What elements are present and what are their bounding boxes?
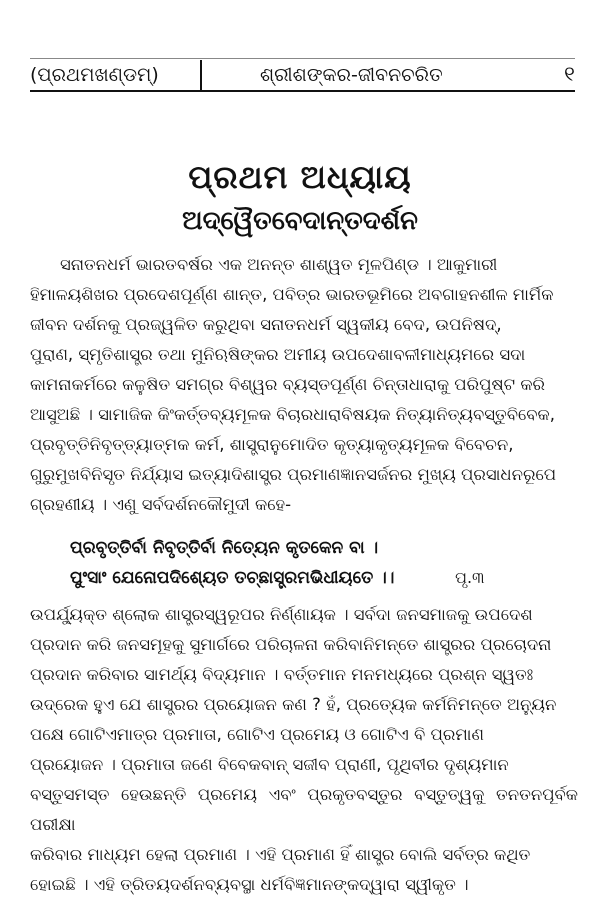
text-line: ବସ୍ତୁସମସ୍ତ ହେଉଛନ୍ତି ପ୍ରମେୟ ଏବଂ ପ୍ରକୃତବସ୍ତୁର ବସ୍ତୁତ୍ୱକୁ ତନତନପୂର୍ବକ ପରୀକ୍ଷା <box>30 785 578 834</box>
verse-line-1: ପ୍ରବୃତ୍ତିର୍ବା ନିବୃତ୍ତିର୍ବା ନିତ୍ୟେନ କୃତକେନ ବା । <box>70 538 379 558</box>
header-separator <box>200 60 202 90</box>
header-section-label: (ପ୍ରଥମଖଣ୍ଡମ୍) <box>30 64 159 86</box>
running-header <box>30 58 575 92</box>
verse-reference: ପୃ.୩ <box>455 568 485 587</box>
text-line: ପ୍ରଦାନ କରି ଜନସମୂହକୁ ସୁମାର୍ଗରେ ପରିଚାଳନା କରିବାନିମନ୍ତେ ଶାସ୍ତ୍ରର ପ୍ରଚୋଦନା <box>30 635 552 654</box>
text-line: ଉଦ୍ରେକ ହୁଏ ଯେ ଶାସ୍ତ୍ରର ପ୍ରୟୋଜନ କଣ ? ହଁ, ପ୍ରତ୍ୟେକ କର୍ମନିମନ୍ତେ ଅନ୍ୟୁନ <box>30 695 557 714</box>
text-line: ଗୁରୁମୁଖବିନିସୃତ ନିର୍ଯ୍ୟାସ ଇତ୍ୟାଦିଶାସ୍ତ୍ର ପ୍ରମାଣଜ୍ଞାନସର୍ଜନର ମୁଖ୍ୟ ପ୍ରସାଧନରୂପେ <box>30 465 557 484</box>
text-line: ହିମାଳୟଶିଖର ପ୍ରଦେଶପୂର୍ଣ୍ଣ ଶାନ୍ତ, ପବିତ୍ର ଭାରତଭୂମିରେ ଅବଗାହନଶୀଳ ମାର୍ମିକ <box>30 285 554 304</box>
paragraph-2-lines <box>30 600 578 900</box>
text-line: ପ୍ରଦାନ କରିବାର ସାମର୍ଥ୍ୟ ବିଦ୍ୟମାନ । ବର୍ତ୍ତମାନ ମନମଧ୍ୟରେ ପ୍ରଶ୍ନ ସ୍ୱତଃ <box>30 665 534 684</box>
chapter-subtitle: ଅଦ୍ୱୈତବେଦାନ୍ତଦର୍ଶନ <box>182 206 418 236</box>
text-line: ହୋଇଛି । ଏହି ତ୍ରିତୟଦର୍ଶନବ୍ୟବସ୍ଥା ଧର୍ମବିଜ୍ଞମାନଙ୍କଦ୍ୱାରା ସ୍ୱୀକୃତ । <box>30 875 469 894</box>
header-rule <box>30 90 575 92</box>
chapter-title: ପ୍ରଥମ ଅଧ୍ୟାୟ <box>188 158 412 196</box>
text-line: ଜୀବନ ଦର୍ଶନକୁ ପ୍ରଜ୍ୱଳିତ କରୁଥିବା ସନାତନଧର୍ମ ସ୍ୱକୀୟ ବେଦ, ଉପନିଷଦ୍, <box>30 315 502 334</box>
paragraph-1 <box>30 250 578 520</box>
text-line: କାମନାକର୍ମରେ କଳୁଷିତ ସମଗ୍ର ବିଶ୍ୱର ବ୍ୟସ୍ତପୂର୍ଣ୍ଣ ଚିନ୍ତାଧାରାକୁ ପରିପୁଷ୍ଟ କରି <box>30 375 546 394</box>
header-top-rule <box>30 58 575 59</box>
text-line: ଆସୁଅଛି । ସାମାଜିକ କିଂକର୍ତ୍ତବ୍ୟମୂଳକ ବିଚାରଧାରାବିଷୟକ ନିତ୍ୟାନିତ୍ୟବସ୍ତୁବିବେକ, <box>30 405 555 424</box>
text-line: ପୁରାଣ, ସ୍ମୃତିଶାସ୍ତ୍ର ତଥା ମୁନିଋଷିଙ୍କର ଅମୀୟ ଉପଦେଶାବଳୀମାଧ୍ୟମରେ ସଦା <box>30 345 526 364</box>
text-line: ପକ୍ଷେ ଗୋଟିଏମାତ୍ର ପ୍ରମାତା, ଗୋଟିଏ ପ୍ରମେୟ ଓ ଗୋଟିଏ ବି ପ୍ରମାଣ <box>30 725 484 744</box>
page-number: ୧ <box>564 62 575 86</box>
text-line: ସନାତନଧର୍ମ ଭାରତବର୍ଷର ଏକ ଅନନ୍ତ ଶାଶ୍ୱତ ମୂଳପିଣ୍ଡ । ଆକୁମାରୀ <box>60 255 498 274</box>
text-line: ପ୍ରୟୋଜନ । ପ୍ରମାତା ଜଣେ ବିବେକବାନ୍ ସଜୀବ ପ୍ରାଣୀ, ପୃଥିବୀର ଦୃଶ୍ୟମାନ <box>30 755 509 774</box>
text-line: ଗ୍ରହଣୀୟ । ଏଣୁ ସର୍ବଦର୍ଶନକୌମୁଦୀ କହେ- <box>30 495 292 514</box>
text-line: ପ୍ରବୃତ୍ତିନିବୃତ୍ତ୍ୟାତ୍ମକ କର୍ମ, ଶାସ୍ତ୍ରାନୁମୋଦିତ କୃତ୍ୟାକୃତ୍ୟମୂଳକ ବିବେଚନ, <box>30 435 514 454</box>
paragraph-2 <box>30 600 578 900</box>
header-book-title: ଶ୍ରୀଶଙ୍କର-ଜୀବନଚରିତ <box>260 64 443 86</box>
text-line: ଉପର୍ଯ୍ୟୁକ୍ତ ଶ୍ଲୋକ ଶାସ୍ତ୍ରସ୍ୱରୂପର ନିର୍ଣ୍ଣାୟକ । ସର୍ବଦା ଜନସମାଜକୁ ଉପଦେଶ <box>30 605 533 624</box>
verse-line-2: ପୁଂସାଂ ଯେନୋପଦିଶ୍ୟେତ ତଚ୍ଛାସ୍ତ୍ରମଭିଧୀୟତେ ।। <box>70 568 395 588</box>
paragraph-1-lines <box>30 250 578 520</box>
text-line: କରିବାର ମାଧ୍ୟମ ହେଲା ପ୍ରମାଣ । ଏହି ପ୍ରମାଣ ହିଁ ଶାସ୍ତ୍ର ବୋଲି ସର୍ବତ୍ର କଥିତ <box>30 845 531 864</box>
